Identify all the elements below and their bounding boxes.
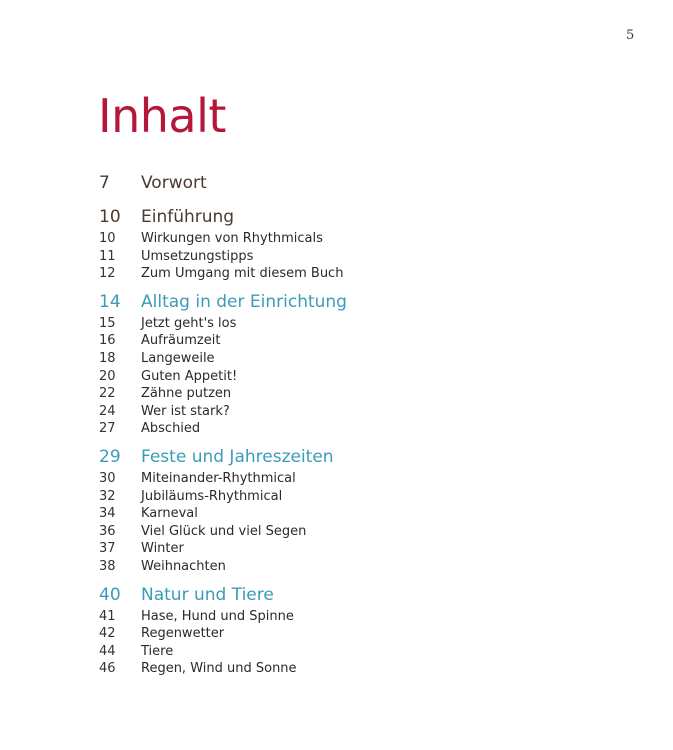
toc-section-alltag	[99, 289, 619, 438]
toc-section-einfuehrung	[99, 204, 619, 283]
page-number: 5	[626, 28, 635, 43]
toc-section-natur	[99, 582, 619, 678]
entry-page-number: 30	[99, 470, 116, 486]
entry-page-number: 37	[99, 541, 116, 557]
entry-title: Jubiläums-Rhythmical	[141, 488, 283, 504]
toc-section-vorwort	[99, 170, 619, 196]
entry-page-number: 34	[99, 506, 116, 522]
toc-entry[interactable]	[99, 523, 619, 541]
toc-entry[interactable]	[99, 505, 619, 523]
entry-page-number: 42	[99, 626, 116, 642]
entry-page-number: 32	[99, 488, 116, 504]
entry-page-number: 12	[99, 266, 116, 282]
section-page-number: 7	[99, 173, 110, 193]
toc-entry[interactable]	[99, 608, 619, 626]
entry-page-number: 22	[99, 386, 116, 402]
entry-title: Wirkungen von Rhythmicals	[141, 231, 323, 246]
entry-title: Umsetzungstipps	[141, 248, 254, 264]
page-title: Inhalt	[98, 89, 226, 143]
toc-entry[interactable]	[99, 350, 619, 368]
toc-entry[interactable]	[99, 470, 619, 488]
entry-page-number: 41	[99, 608, 116, 624]
entry-page-number: 38	[99, 558, 116, 574]
toc-entry[interactable]	[99, 230, 619, 248]
toc-entry[interactable]	[99, 643, 619, 661]
entry-title: Zähne putzen	[141, 386, 232, 402]
entry-page-number: 44	[99, 643, 116, 659]
entry-page-number: 27	[99, 421, 116, 437]
entry-title: Winter	[141, 541, 184, 557]
toc-entry[interactable]	[99, 385, 619, 403]
entry-page-number: 24	[99, 403, 116, 419]
section-title: Alltag in der Einrichtung	[141, 291, 347, 312]
entry-title: Wer ist stark?	[141, 403, 230, 419]
section-title: Vorwort	[141, 173, 207, 193]
entry-title: Regenwetter	[141, 626, 225, 642]
entry-page-number: 36	[99, 523, 116, 539]
toc-entry[interactable]	[99, 315, 619, 333]
toc-section-heading[interactable]	[99, 582, 619, 608]
entry-title: Miteinander-Rhythmical	[141, 470, 296, 486]
entry-page-number: 46	[99, 661, 116, 677]
table-of-contents	[99, 170, 619, 678]
toc-section-heading[interactable]	[99, 444, 619, 470]
toc-entry[interactable]	[99, 558, 619, 576]
section-title: Feste und Jahreszeiten	[141, 446, 334, 467]
toc-section-heading[interactable]	[99, 289, 619, 315]
entry-title: Langeweile	[141, 350, 215, 366]
toc-entry[interactable]	[99, 540, 619, 558]
toc-section-heading[interactable]	[99, 170, 619, 196]
entry-title: Abschied	[141, 421, 201, 437]
section-page-number: 29	[99, 446, 121, 467]
entry-page-number: 16	[99, 333, 116, 349]
toc-entry[interactable]	[99, 420, 619, 438]
entry-title: Zum Umgang mit diesem Buch	[141, 266, 344, 282]
entry-page-number: 20	[99, 368, 116, 384]
toc-section-feste	[99, 444, 619, 576]
entry-title: Viel Glück und viel Segen	[141, 523, 307, 539]
toc-entry[interactable]	[99, 332, 619, 350]
entry-page-number: 18	[99, 350, 116, 366]
entry-title: Jetzt geht's los	[141, 315, 237, 331]
toc-entry[interactable]	[99, 625, 619, 643]
entry-title: Tiere	[141, 643, 174, 659]
section-title: Natur und Tiere	[141, 584, 274, 605]
section-page-number: 40	[99, 584, 121, 605]
entry-page-number: 15	[99, 315, 116, 331]
toc-entry[interactable]	[99, 368, 619, 386]
entry-title: Regen, Wind und Sonne	[141, 661, 297, 677]
entry-title: Hase, Hund und Spinne	[141, 608, 294, 624]
entry-title: Karneval	[141, 506, 198, 522]
toc-entry[interactable]	[99, 488, 619, 506]
entry-title: Weihnachten	[141, 558, 226, 574]
section-title: Einführung	[141, 207, 235, 227]
entry-title: Aufräumzeit	[141, 333, 221, 349]
toc-entry[interactable]	[99, 248, 619, 266]
section-page-number: 14	[99, 291, 121, 312]
toc-section-heading[interactable]	[99, 204, 619, 230]
toc-entry[interactable]	[99, 660, 619, 678]
entry-title: Guten Appetit!	[141, 368, 238, 384]
toc-entry[interactable]	[99, 403, 619, 421]
toc-entry[interactable]	[99, 265, 619, 283]
entry-page-number: 11	[99, 248, 116, 264]
entry-page-number: 10	[99, 231, 116, 246]
section-page-number: 10	[99, 207, 121, 227]
